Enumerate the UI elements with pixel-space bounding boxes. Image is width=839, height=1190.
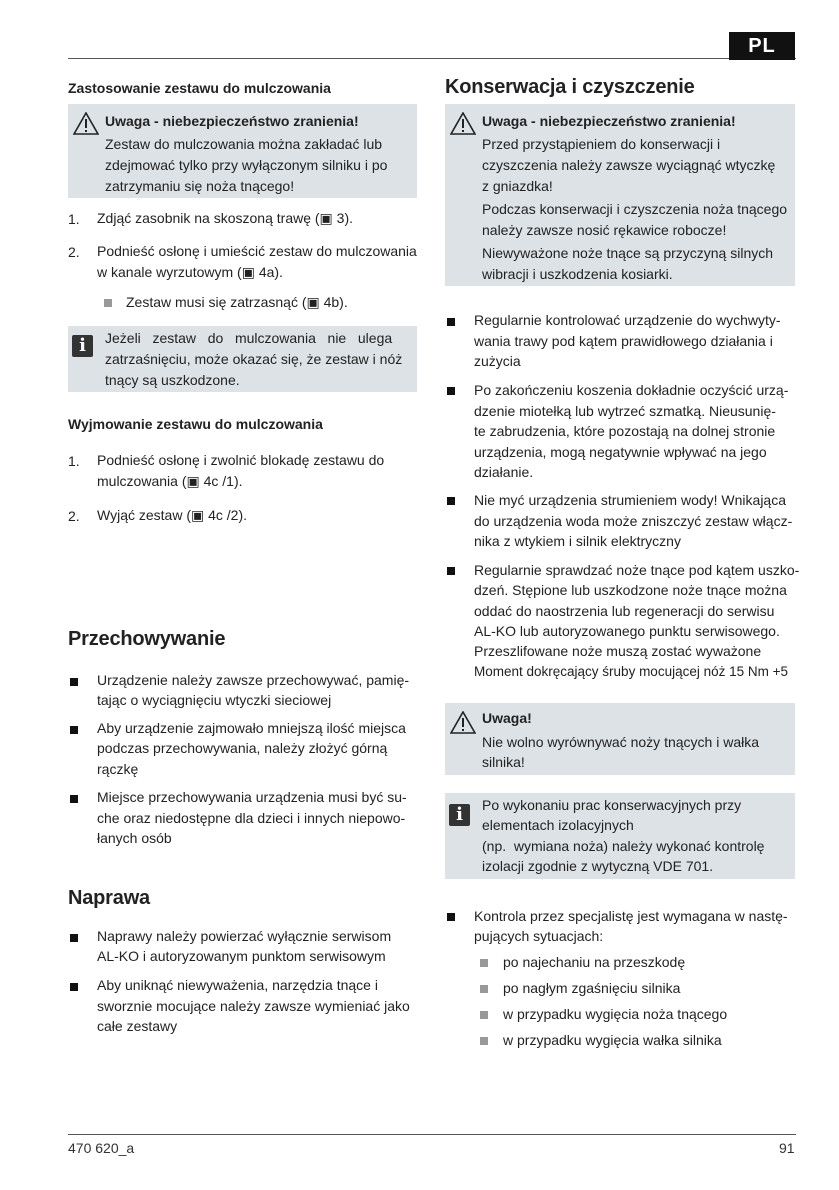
document-code: 470 620_a xyxy=(68,1140,135,1156)
section-title-repair: Naprawa xyxy=(68,887,150,909)
warning-title: Uwaga - niebezpieczeństwo zranienia! xyxy=(482,113,736,129)
info-box-insulation xyxy=(445,793,795,879)
warning-line: wibracji i uszkodzenia kosiarki. xyxy=(482,266,673,282)
list-item-line: Regularnie kontrolować urządzenie do wychwyty- xyxy=(474,312,781,328)
warning-line: Niewyważone noże tnące są przyczyną silnych xyxy=(482,245,774,261)
sub-bullet xyxy=(480,1037,488,1045)
step-text: Zdjąć zasobnik na skoszoną trawę (▣ 3). xyxy=(97,210,354,226)
bullet xyxy=(70,678,78,686)
section-title-maintenance: Konserwacja i czyszczenie xyxy=(445,76,695,98)
list-item-line: Aby urządzenie zajmowało mniejszą ilość miejsca xyxy=(97,720,406,736)
warning-title: Uwaga - niebezpieczeństwo zranienia! xyxy=(105,113,359,129)
warning-icon xyxy=(450,112,476,135)
list-item-line: Po zakończeniu koszenia dokładnie oczyścić urzą- xyxy=(474,382,789,398)
warning-line: z gniazdka! xyxy=(482,178,553,194)
list-item-line: Nie myć urządzenia strumieniem wody! Wnikająca xyxy=(474,492,786,508)
bullet xyxy=(447,318,455,326)
warning-icon xyxy=(450,711,476,734)
list-item-line: pujących sytuacjach: xyxy=(474,928,604,944)
warning-box-mulch xyxy=(68,104,417,198)
warning-line: należy zawsze nosić rękawice robocze! xyxy=(482,222,727,238)
sub-bullet xyxy=(104,299,112,307)
header-rule xyxy=(68,58,796,59)
list-item-line: dzenie miotełką lub wytrzeć szmatką. Nieusunię- xyxy=(474,403,776,419)
warning-title: Uwaga! xyxy=(482,710,532,726)
list-item-line: rączkę xyxy=(97,761,139,777)
list-item-line: AL-KO i autoryzowanym punktom serwisowym xyxy=(97,948,386,964)
sub-list-item: w przypadku wygięcia wałka silnika xyxy=(503,1032,722,1048)
footer-rule xyxy=(68,1134,796,1135)
info-line: tnący są uszkodzone. xyxy=(105,372,240,388)
info-box-mulch xyxy=(68,326,417,392)
language-badge: PL xyxy=(729,32,795,60)
step-text: Podnieść osłonę i umieścić zestaw do mulczowania xyxy=(97,243,417,259)
warning-box-shaft xyxy=(445,703,795,775)
bullet xyxy=(70,726,78,734)
warning-line: zatrzymaniu się noża tnącego! xyxy=(105,178,295,194)
info-icon: i xyxy=(72,335,93,357)
bullet xyxy=(447,913,455,921)
section-title-mulch-use: Zastosowanie zestawu do mulczowania xyxy=(68,80,331,96)
bullet xyxy=(447,387,455,395)
list-item-line: wania trawy pod kątem prawidłowego działania i xyxy=(474,333,773,349)
section-title-storage: Przechowywanie xyxy=(68,628,226,650)
warning-line: czyszczenia należy zawsze wyciągnąć wtyczkę xyxy=(482,157,776,173)
bullet xyxy=(447,497,455,505)
list-item-line: nika z wtykiem i silnik elektryczny xyxy=(474,533,681,549)
step-text: Wyjąć zestaw (▣ 4c /2). xyxy=(97,507,248,523)
list-item-line: dzeń. Stępione lub uszkodzone noże tnące można xyxy=(474,582,787,598)
sub-list-item: po najechaniu na przeszkodę xyxy=(503,954,686,970)
list-item-line: sworznie mocujące należy zawsze wymieniać jako xyxy=(97,998,410,1014)
sub-bullet xyxy=(480,985,488,993)
list-item-line: Kontrola przez specjalistę jest wymagana w nastę- xyxy=(474,908,788,924)
warning-line: Zestaw do mulczowania można zakładać lub xyxy=(105,136,383,152)
list-item-line: che oraz niedostępne dla dzieci i innych niepowo- xyxy=(97,810,406,826)
list-item-line: Naprawy należy powierzać wyłącznie serwisom xyxy=(97,928,392,944)
list-item-line: Aby uniknąć niewyważenia, narzędzia tnące i xyxy=(97,977,378,993)
list-item-line: tając o wyciągnięciu wtyczki sieciowej xyxy=(97,692,332,708)
sub-list-item: po nagłym zgaśnięciu silnika xyxy=(503,980,681,996)
step-number: 2. xyxy=(68,508,80,524)
step-number: 2. xyxy=(68,244,80,260)
list-item-line: AL-KO lub autoryzowanego punktu serwisowego. xyxy=(474,623,780,639)
step-text: Podnieść osłonę i zwolnić blokadę zestawu do xyxy=(97,452,385,468)
bullet xyxy=(70,795,78,803)
warning-line: Nie wolno wyrównywać noży tnących i wałka xyxy=(482,734,759,750)
sub-bullet xyxy=(480,959,488,967)
list-item-line: podczas przechowywania, należy złożyć górną xyxy=(97,740,388,756)
sub-step-text: Zestaw musi się zatrzasnąć (▣ 4b). xyxy=(126,294,348,310)
list-item-line: Regularnie sprawdzać noże tnące pod kątem uszko- xyxy=(474,562,800,578)
list-item-line: łanych osób xyxy=(97,830,172,846)
info-line: zatrzaśnięciu, może okazać się, że zestaw i nóż xyxy=(105,351,403,367)
warning-line: Przed przystąpieniem do konserwacji i xyxy=(482,136,721,152)
step-number: 1. xyxy=(68,211,80,227)
step-text: w kanale wyrzutowym (▣ 4a). xyxy=(97,264,283,280)
sub-list-item: w przypadku wygięcia noża tnącego xyxy=(503,1006,728,1022)
step-number: 1. xyxy=(68,453,80,469)
info-line: (np. wymiana noża) należy wykonać kontrolę xyxy=(482,838,765,854)
page-number: 91 xyxy=(779,1140,795,1156)
list-item-line: Urządzenie należy zawsze przechowywać, pamię- xyxy=(97,672,410,688)
info-icon: i xyxy=(449,804,470,826)
list-item-line: Miejsce przechowywania urządzenia musi być su- xyxy=(97,789,407,805)
warning-box-maintenance xyxy=(445,104,795,286)
info-line: izolacji zgodnie z wytyczną VDE 701. xyxy=(482,858,714,874)
info-line: Po wykonaniu prac konserwacyjnych przy xyxy=(482,797,742,813)
list-item-line: Moment dokręcający śruby mocującej nóż 15 Nm +5 xyxy=(474,664,789,679)
sub-bullet xyxy=(480,1011,488,1019)
info-line: elementach izolacyjnych xyxy=(482,817,634,833)
list-item-line: oddać do naostrzenia lub regeneracji do serwisu xyxy=(474,603,775,619)
list-item-line: Przeszlifowane noże muszą zostać wyważone xyxy=(474,643,762,659)
warning-icon xyxy=(73,112,99,135)
list-item-line: te zabrudzenia, które pozostają na dolnej stronie xyxy=(474,423,776,439)
step-text: mulczowania (▣ 4c /1). xyxy=(97,473,243,489)
info-line: Jeżeli zestaw do mulczowania nie ulega xyxy=(105,330,393,346)
warning-line: Podczas konserwacji i czyszczenia noża tnącego xyxy=(482,201,788,217)
list-item-line: urządzenia, mogą negatywnie wpływać na jego xyxy=(474,444,767,460)
list-item-line: do urządzenia woda może zniszczyć zestaw włącz- xyxy=(474,513,793,529)
bullet xyxy=(70,983,78,991)
list-item-line: działanie. xyxy=(474,464,534,480)
section-title-mulch-remove: Wyjmowanie zestawu do mulczowania xyxy=(68,416,323,432)
warning-line: silnika! xyxy=(482,754,525,770)
list-item-line: zużycia xyxy=(474,353,521,369)
list-item-line: całe zestawy xyxy=(97,1018,178,1034)
warning-line: zdejmować tylko przy wyłączonym silniku i po xyxy=(105,157,388,173)
bullet xyxy=(70,934,78,942)
bullet xyxy=(447,567,455,575)
